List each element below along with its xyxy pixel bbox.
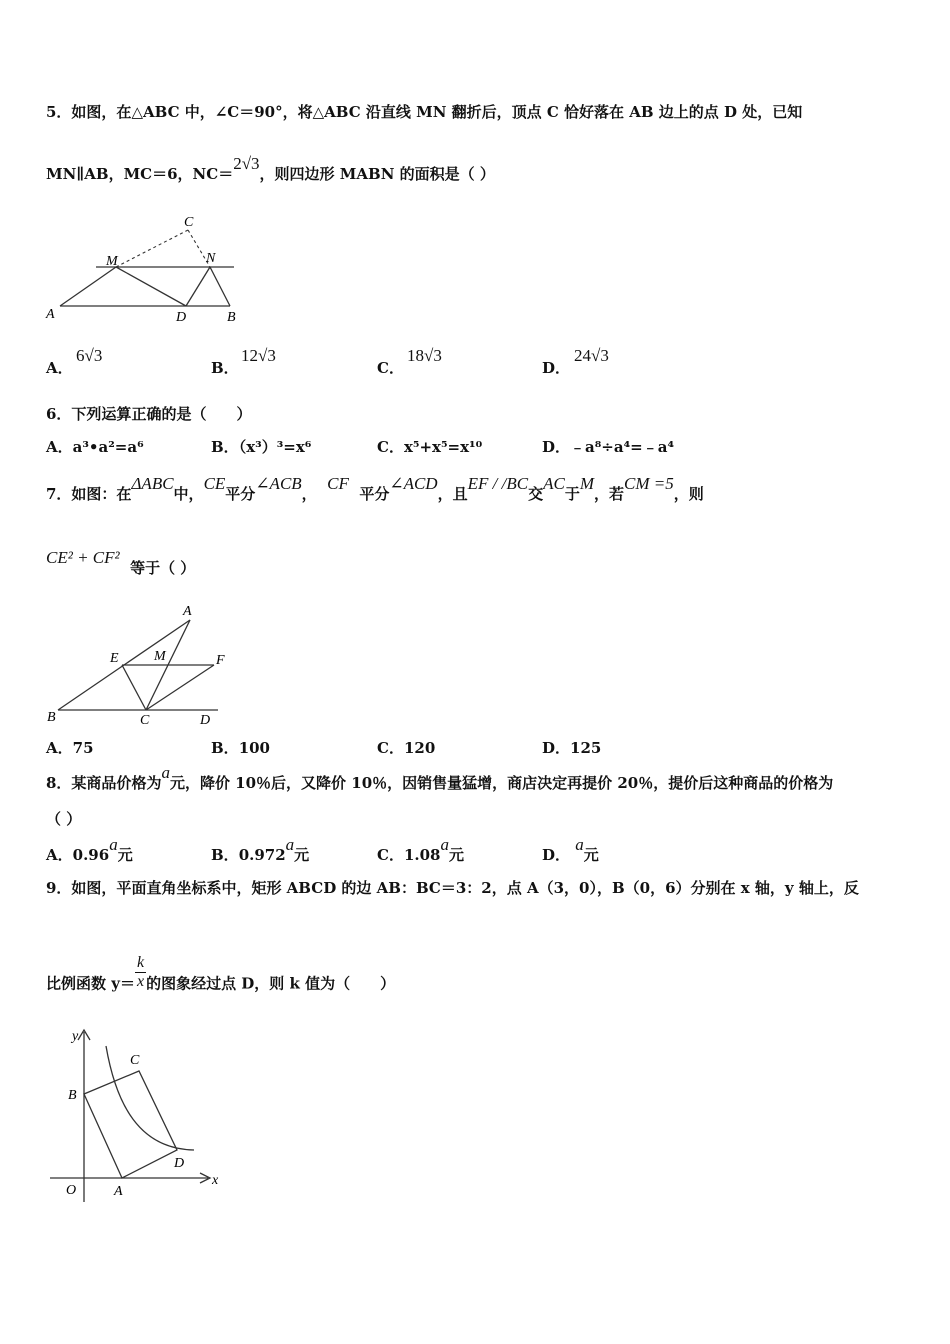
q5-option-a-value: 6√3 <box>76 346 103 365</box>
q9-label-a: A <box>114 1184 123 1199</box>
q7-option-a[interactable]: A．75 <box>46 739 94 757</box>
q9-label-c: C <box>130 1053 140 1068</box>
q7-label-a: A <box>183 604 192 619</box>
q8-stem-line2: （ ） <box>46 810 82 828</box>
q9-label-o: O <box>66 1183 77 1198</box>
q7-stem-line2: CE² + CF² 等于（ ） <box>46 548 196 577</box>
q5-label-a: A <box>46 307 55 322</box>
q5-option-a-letter[interactable]: A． <box>46 359 73 377</box>
q5-option-d-value: 24√3 <box>574 346 609 365</box>
q9-stem-line1: 9．如图，平面直角坐标系中，矩形 ABCD 的边 AB：BC＝3：2，点 A（3，0），B（0，6）分别在 x 轴，y 轴上，反 <box>46 879 859 897</box>
q8-option-a[interactable]: A．0.96a元 <box>46 835 133 864</box>
q9-stem-line2: 比例函数 y＝ $\frac{k}{x}$ 的图象经过点 D，则 k 值为（ ） <box>46 954 396 993</box>
q6-option-a[interactable]: A．a³•a²=a⁶ <box>46 438 144 456</box>
q5-figure <box>40 210 250 330</box>
q9-figure <box>44 1024 234 1214</box>
q9-label-x: x <box>212 1173 219 1188</box>
q6-stem: 6．下列运算正确的是（ ） <box>46 405 252 423</box>
q7-label-m: M <box>154 649 166 664</box>
q5-option-c-value: 18√3 <box>407 346 442 365</box>
q7-label-b: B <box>47 710 56 725</box>
q6-option-d[interactable]: D．﹣a⁸÷a⁴=﹣a⁴ <box>542 438 675 456</box>
q7-label-e: E <box>110 651 119 666</box>
q6-option-b[interactable]: B．（x³）³=x⁶ <box>211 438 312 456</box>
q7-option-d[interactable]: D．125 <box>542 739 602 757</box>
q5-label-b: B <box>227 310 236 325</box>
q9-fraction: $\frac{k}{x}$ <box>136 954 145 990</box>
q5-label-m: M <box>106 254 118 269</box>
q7-math-triangle: ΔABC <box>131 474 174 493</box>
q5-stem-pre: MN∥AB，MC＝6，NC＝ <box>46 165 234 183</box>
q7-stem-line1: 7．如图：在ΔABC中，CE平分∠ACB， CF 平分∠ACD，且EF / /BC交AC于M，若CM =5，则 <box>46 474 704 503</box>
q7-label-c: C <box>140 713 150 728</box>
q7-figure <box>40 598 250 733</box>
q9-label-d: D <box>174 1156 185 1171</box>
q8-option-d[interactable]: D． a元 <box>542 835 599 864</box>
q7-label-f: F <box>216 653 225 668</box>
q5-label-d: D <box>176 310 187 325</box>
q8-var-a: a <box>161 763 170 782</box>
q9-label-y: y <box>72 1029 79 1044</box>
q7-option-b[interactable]: B．100 <box>211 739 270 757</box>
q7-math-sum: CE² + CF² <box>46 548 120 567</box>
q8-option-c[interactable]: C．1.08a元 <box>377 835 465 864</box>
q5-label-c: C <box>184 215 194 230</box>
q5-option-d-letter[interactable]: D． <box>542 359 571 377</box>
q5-stem-line2 <box>46 154 495 184</box>
q5-stem-post: ，则四边形 MABN 的面积是（ ） <box>259 165 495 183</box>
q7-option-c[interactable]: C．120 <box>377 739 436 757</box>
q8-option-b[interactable]: B．0.972a元 <box>211 835 310 864</box>
q5-option-b-value: 12√3 <box>241 346 276 365</box>
q5-stem-line1: 5．如图，在△ABC 中，∠C＝90°，将△ABC 沿直线 MN 翻折后，顶点 C 恰好落在 AB 边上的点 D 处，已知 <box>46 103 803 121</box>
q5-option-b-letter[interactable]: B． <box>211 359 239 377</box>
q5-label-n: N <box>206 251 216 266</box>
q8-stem-line1: 8．某商品价格为a元，降价 10％后，又降价 10％，因销售量猛增，商店决定再提价 20％，提价后这种商品的价格为 <box>46 763 834 792</box>
q7-label-d: D <box>200 713 211 728</box>
q6-option-c[interactable]: C．x⁵+x⁵=x¹⁰ <box>377 438 483 456</box>
q5-option-c-letter[interactable]: C． <box>377 359 404 377</box>
q9-label-b: B <box>68 1088 77 1103</box>
q5-nc-value: 2√3 <box>233 154 260 173</box>
